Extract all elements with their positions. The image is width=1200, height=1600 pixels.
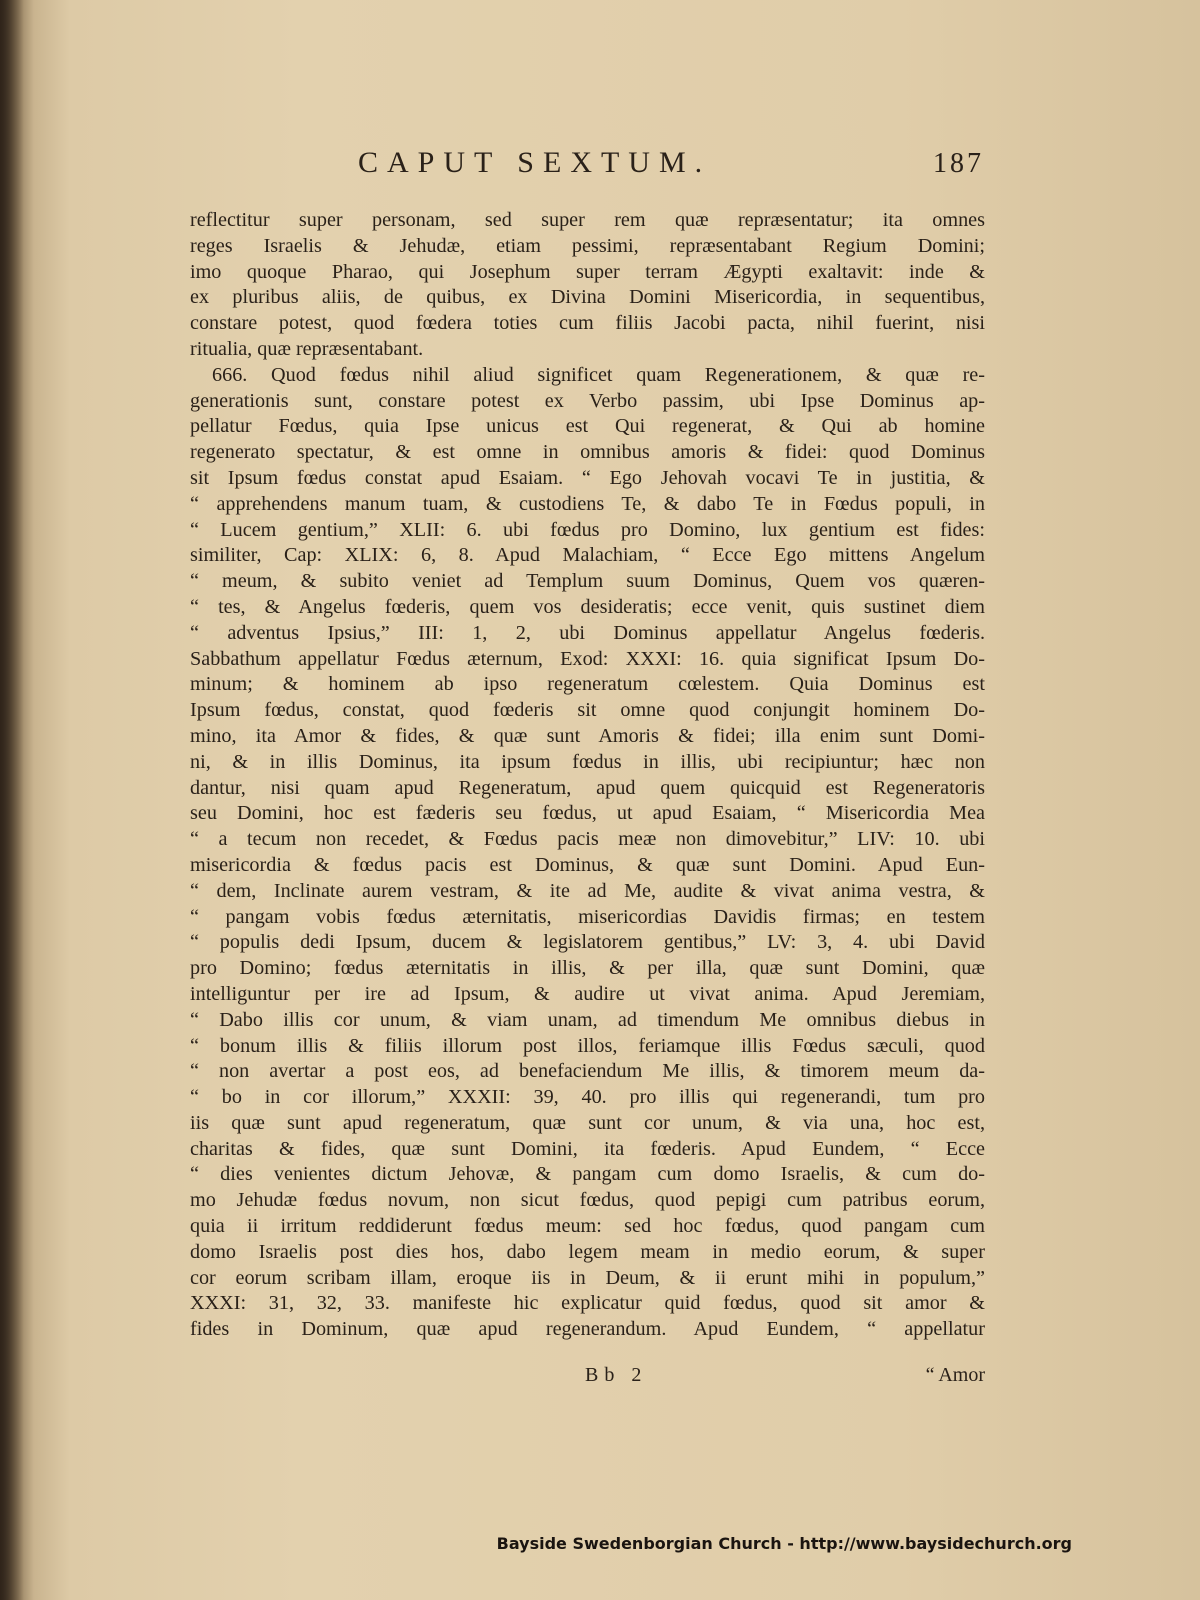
text-line: seu Domini, hoc est fæderis seu fœdus, ut apud Esaiam, “ Misericordia Mea bbox=[190, 802, 985, 825]
text-line: reges Israelis & Jehudæ, etiam pessimi, repræsentabant Regium Domini; bbox=[190, 234, 985, 257]
text-line: “ dies venientes dictum Jehovæ, & pangam cum domo Israelis, & cum do- bbox=[190, 1163, 985, 1186]
text-line: minum; & hominem ab ipso regeneratum cœlestem. Quia Dominus est bbox=[190, 673, 985, 696]
text-line: “ non avertar a post eos, ad benefaciendum Me illis, & timorem meum da- bbox=[190, 1060, 985, 1083]
text-line: “ Dabo illis cor unum, & viam unam, ad timendum Me omnibus diebus in bbox=[190, 1008, 985, 1031]
text-line: “ a tecum non recedet, & Fœdus pacis meæ non dimovebitur,” LIV: 10. ubi bbox=[190, 828, 985, 851]
body-text bbox=[190, 208, 985, 1343]
gutter-shadow bbox=[0, 0, 24, 1600]
text-line: “ populis dedi Ipsum, ducem & legislatorem gentibus,” LV: 3, 4. ubi David bbox=[190, 931, 985, 954]
text-line: constare potest, quod fœdera toties cum filiis Jacobi pacta, nihil fuerint, nisi bbox=[190, 312, 985, 335]
paragraph-666-start: 666. Quod fœdus nihil aliud significet quam Regenerationem, & quæ re- bbox=[212, 363, 985, 386]
page-header bbox=[190, 142, 990, 192]
text-line: intelliguntur per ire ad Ipsum, & audire ut vivat anima. Apud Jeremiam, bbox=[190, 982, 985, 1005]
text-line: imo quoque Pharao, qui Josephum super terram Ægypti exaltavit: inde & bbox=[190, 260, 985, 283]
text-line: “ dem, Inclinate aurem vestram, & ite ad Me, audite & vivat anima vestra, & bbox=[190, 879, 985, 902]
text-line: pro Domino; fœdus æternitatis in illis, & per illa, quæ sunt Domini, quæ bbox=[190, 957, 985, 980]
page-footer bbox=[190, 1364, 985, 1394]
text-line: sit Ipsum fœdus constat apud Esaiam. “ Ego Jehovah vocavi Te in justitia, & bbox=[190, 466, 985, 489]
text-line: generationis sunt, constare potest ex Verbo passim, ubi Ipse Dominus ap- bbox=[190, 389, 985, 412]
text-line: “ bonum illis & filiis illorum post illos, feriamque illis Fœdus sæculi, quod bbox=[190, 1034, 985, 1057]
page-number: 187 bbox=[933, 148, 984, 179]
text-line: quia ii irritum reddiderunt fœdus meum: sed hoc fœdus, quod pangam cum bbox=[190, 1215, 985, 1238]
text-line: pellatur Fœdus, quia Ipse unicus est Qui regenerat, & Qui ab homine bbox=[190, 415, 985, 438]
text-line: fides in Dominum, quæ apud regenerandum. Apud Eundem, “ appellatur bbox=[190, 1318, 985, 1341]
text-line: “ bo in cor illorum,” XXXII: 39, 40. pro illis qui regenerandi, tum pro bbox=[190, 1086, 985, 1109]
text-line: mino, ita Amor & fides, & quæ sunt Amoris & fidei; illa enim sunt Domi- bbox=[190, 724, 985, 747]
text-line: “ Lucem gentium,” XLII: 6. ubi fœdus pro Domino, lux gentium est fides: bbox=[190, 518, 985, 541]
text-line: mo Jehudæ fœdus novum, non sicut fœdus, quod pepigi cum patribus eorum, bbox=[190, 1189, 985, 1212]
text-line: charitas & fides, quæ sunt Domini, ita fœderis. Apud Eundem, “ Ecce bbox=[190, 1137, 985, 1160]
text-line: ritualia, quæ repræsentabant. bbox=[190, 337, 424, 360]
text-line: Ipsum fœdus, constat, quod fœderis sit omne quod conjungit hominem Do- bbox=[190, 699, 985, 722]
text-line: reflectitur super personam, sed super rem quæ repræsentatur; ita omnes bbox=[190, 209, 985, 231]
text-line: regenerato spectatur, & est omne in omnibus amoris & fidei: quod Dominus bbox=[190, 441, 985, 464]
watermark-text: Bayside Swedenborgian Church - http://www.baysidechurch.org bbox=[496, 1534, 1072, 1553]
text-line: similiter, Cap: XLIX: 6, 8. Apud Malachiam, “ Ecce Ego mittens Angelum bbox=[190, 544, 985, 567]
text-line: “ pangam vobis fœdus æternitatis, misericordias Davidis firmas; en testem bbox=[190, 905, 985, 928]
text-line: iis quæ sunt apud regeneratum, quæ sunt cor unum, & via una, hoc est, bbox=[190, 1111, 985, 1134]
running-head: CAPUT SEXTUM. bbox=[358, 146, 712, 179]
text-line: “ tes, & Angelus fœderis, quem vos desideratis; ecce venit, quis sustinet diem bbox=[190, 595, 985, 618]
text-line: domo Israelis post dies hos, dabo legem meam in medio eorum, & super bbox=[190, 1240, 985, 1263]
text-line: cor eorum scribam illam, eroque iis in Deum, & ii erunt mihi in populum,” bbox=[190, 1266, 985, 1289]
signature-mark: Bb 2 bbox=[585, 1364, 648, 1386]
text-line: misericordia & fœdus pacis est Dominus, & quæ sunt Domini. Apud Eun- bbox=[190, 853, 985, 876]
text-line: “ apprehendens manum tuam, & custodiens Te, & dabo Te in Fœdus populi, in bbox=[190, 492, 985, 515]
text-line: ni, & in illis Dominus, ita ipsum fœdus in illis, ubi recipiuntur; hæc non bbox=[190, 750, 985, 773]
text-line: ex pluribus aliis, de quibus, ex Divina Domini Misericordia, in sequentibus, bbox=[190, 286, 985, 309]
text-line: dantur, nisi quam apud Regeneratum, apud quem quicquid est Regeneratoris bbox=[190, 776, 985, 799]
text-line: “ adventus Ipsius,” III: 1, 2, ubi Dominus appellatur Angelus fœderis. bbox=[190, 621, 985, 644]
text-line: “ meum, & subito veniet ad Templum suum Dominus, Quem vos quæren- bbox=[190, 570, 985, 593]
text-line: Sabbathum appellatur Fœdus æternum, Exod: XXXI: 16. quia significat Ipsum Do- bbox=[190, 647, 985, 670]
text-line: XXXI: 31, 32, 33. manifeste hic explicatur quid fœdus, quod sit amor & bbox=[190, 1292, 985, 1315]
catchword: “ Amor bbox=[925, 1364, 985, 1386]
